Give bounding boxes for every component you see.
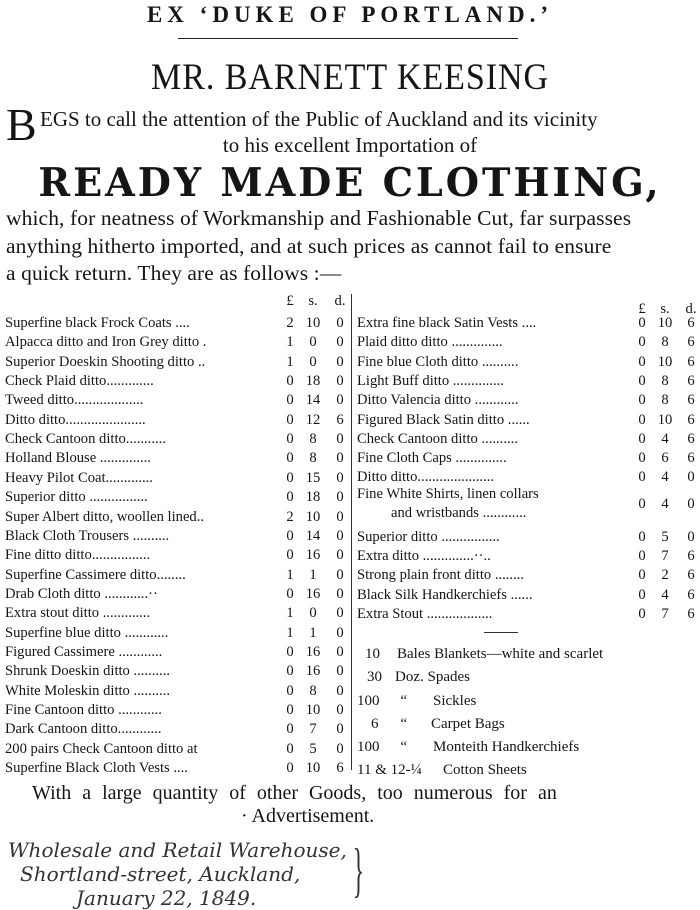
pounds-value: 0: [286, 547, 294, 564]
closing-line-2: · Advertisement.: [241, 805, 375, 827]
pence-value: 6: [336, 411, 344, 428]
shillings-value: 7: [661, 548, 669, 564]
shillings-value: 8: [309, 682, 317, 699]
goods-description: Sickles: [433, 692, 477, 709]
pounds-value: 0: [286, 431, 294, 448]
pence-value: 0: [336, 585, 344, 602]
pence-value: 0: [336, 373, 344, 390]
pounds-value: 0: [638, 528, 646, 545]
merchant-name: MR. BARNETT KEESING: [151, 57, 549, 98]
shillings-value: 18: [305, 489, 321, 506]
shillings-value: 10: [657, 411, 673, 428]
item-label: Superfine black Frock Coats ....: [5, 315, 190, 331]
pounds-value: 0: [286, 373, 294, 390]
item-label: Strong plain front ditto ........: [357, 567, 525, 584]
goods-description: Monteith Handkerchiefs: [433, 739, 580, 755]
pence-value: 0: [336, 663, 344, 680]
item-label: Dark Cantoon ditto............: [5, 721, 162, 738]
pounds-value: 0: [286, 643, 294, 660]
shillings-value: 4: [661, 586, 669, 603]
item-label: Check Cantoon ditto...........: [5, 431, 166, 448]
pounds-value: 0: [286, 527, 294, 544]
item-label: Superior ditto ................: [5, 489, 148, 506]
item-label: Superfine blue ditto ............: [5, 624, 169, 641]
shillings-value: 14: [305, 392, 321, 409]
pence-value: 0: [336, 702, 344, 718]
item-label: Fine blue Cloth ditto ..........: [357, 353, 519, 370]
pounds-value: 2: [286, 508, 294, 525]
pounds-value: 1: [286, 605, 294, 622]
pounds-value: 1: [286, 353, 294, 370]
item-label: Holland Blouse ..............: [5, 450, 151, 467]
goods-description: Doz. Spades: [395, 669, 470, 686]
goods-quantity: 100: [357, 692, 380, 709]
goods-description: Bales Blankets—white and scarlet: [397, 646, 604, 663]
pounds-value: 0: [286, 411, 294, 428]
shillings-value: 8: [661, 392, 669, 409]
pence-value: 0: [336, 508, 344, 525]
intro-line-1: EGS to call the attention of the Public of Auckland and its vicinity: [40, 107, 598, 131]
header-rule: [178, 38, 518, 39]
pounds-value: 0: [638, 334, 646, 351]
pence-header: d.: [334, 293, 346, 309]
pence-value: 0: [336, 315, 344, 331]
pence-value: 0: [336, 489, 344, 506]
pounds-value: 0: [638, 548, 646, 564]
pence-value: 6: [687, 334, 695, 351]
pence-value: 0: [336, 353, 344, 370]
item-label: Figured Cassimere ............: [5, 643, 163, 660]
shillings-value: 10: [657, 353, 673, 370]
item-label: Drab Cloth ditto ............··: [5, 585, 158, 602]
item-label: Superior Doeskin Shooting ditto ..: [5, 353, 206, 370]
pence-value: 6: [687, 315, 695, 331]
shillings-value: 2: [661, 567, 669, 584]
pounds-value: 0: [286, 702, 294, 718]
pence-value: 6: [687, 605, 695, 622]
ditto-mark: “: [399, 739, 408, 755]
goods-quantity: 30: [367, 669, 382, 686]
price-row: [357, 603, 700, 625]
shillings-header: s.: [308, 293, 318, 309]
pounds-value: 0: [638, 353, 646, 370]
item-label: Fine Cloth Caps ..............: [357, 450, 507, 467]
pence-value: 0: [336, 450, 344, 467]
item-label: Black Silk Handkerchiefs ......: [357, 586, 533, 603]
goods-quantity: 100: [357, 739, 380, 755]
shillings-value: 8: [309, 450, 317, 467]
shillings-value: 8: [309, 431, 317, 448]
pounds-value: 0: [638, 411, 646, 428]
shillings-value: 7: [309, 721, 317, 738]
item-label: Fine Cantoon ditto ............: [5, 702, 162, 718]
item-label: Shrunk Doeskin ditto ..........: [5, 663, 170, 680]
item-label: Figured Black Satin ditto ......: [357, 411, 530, 428]
shillings-value: 8: [661, 372, 669, 389]
pounds-value: 0: [638, 605, 646, 622]
intro-line-2: to his excellent Importation of: [222, 133, 478, 157]
shillings-value: 16: [305, 643, 321, 660]
drop-cap: B: [6, 99, 37, 150]
pounds-value: 0: [286, 450, 294, 467]
pounds-value: 0: [286, 489, 294, 506]
item-label: Light Buff ditto ..............: [357, 372, 504, 389]
pounds-value: 1: [286, 566, 294, 583]
item-label: Plaid ditto ditto ..............: [357, 334, 503, 351]
shillings-header: s.: [660, 301, 670, 317]
pounds-value: 0: [286, 469, 294, 486]
pounds-value: 1: [286, 624, 294, 641]
shillings-value: 1: [309, 566, 317, 583]
goods-quantity: 10: [365, 646, 380, 663]
pounds-value: 0: [638, 586, 646, 603]
pence-value: 6: [687, 353, 695, 370]
shillings-value: 5: [309, 740, 317, 757]
item-label: Extra stout ditto .............: [5, 605, 151, 622]
item-label: White Moleskin ditto ..........: [5, 682, 170, 699]
pounds-value: 0: [286, 663, 294, 680]
shillings-value: 4: [661, 469, 669, 486]
item-label: Check Cantoon ditto ..........: [357, 430, 518, 447]
pence-header: d.: [685, 301, 697, 317]
item-label: Superior ditto ................: [357, 528, 500, 545]
shillings-value: 12: [305, 411, 321, 428]
goods-quantity: 11 & 12-¼: [357, 762, 422, 779]
ship-line: EX ‘DUKE OF PORTLAND.’: [146, 2, 554, 27]
item-label: Tweed ditto...................: [5, 392, 144, 409]
pounds-value: 0: [638, 450, 646, 467]
shillings-value: 10: [305, 315, 321, 331]
shillings-value: 10: [305, 760, 321, 777]
headline: READY MADE CLOTHING,: [38, 160, 662, 206]
paragraph-line-1: which, for neatness of Workmanship and Fashionable Cut, far surpasses: [6, 206, 632, 230]
pence-value: 0: [687, 469, 695, 486]
item-label: Extra Stout ..................: [357, 605, 493, 622]
signature-block: [8, 838, 347, 910]
item-label: Ditto ditto......................: [5, 411, 146, 428]
pence-value: 0: [336, 527, 344, 544]
item-label: Superfine Black Cloth Vests ....: [5, 760, 188, 777]
item-label: Extra ditto ..............··..: [357, 548, 491, 564]
shillings-value: 18: [305, 373, 321, 390]
item-label: Alpacca ditto and Iron Grey ditto .: [5, 334, 207, 351]
pence-value: 0: [336, 566, 344, 583]
shillings-value: 14: [305, 527, 321, 544]
shillings-value: 15: [305, 469, 321, 486]
left-currency-header: [5, 290, 350, 312]
shillings-value: 8: [661, 334, 669, 351]
item-label: 200 pairs Check Cantoon ditto at: [5, 740, 198, 757]
pounds-value: 0: [638, 469, 646, 486]
pence-value: 0: [336, 431, 344, 448]
pounds-value: 0: [286, 682, 294, 699]
pounds-value: 0: [286, 760, 294, 777]
pence-value: 6: [687, 567, 695, 584]
shillings-value: 10: [657, 315, 673, 331]
item-label: Check Plaid ditto.............: [5, 373, 154, 390]
shillings-value: 0: [309, 605, 317, 622]
signature-line-3: January 22, 1849.: [76, 886, 257, 910]
pounds-value: 0: [638, 567, 646, 584]
pounds-value: 0: [638, 315, 646, 331]
shillings-value: 16: [305, 547, 321, 564]
pence-value: 0: [336, 334, 344, 351]
pounds-value: 2: [286, 315, 294, 331]
item-label: Heavy Pilot Coat.............: [5, 469, 153, 486]
pounds-value: 0: [286, 392, 294, 409]
pence-value: 6: [687, 411, 695, 428]
pence-value: 6: [687, 372, 695, 389]
item-label: Extra fine black Satin Vests ....: [357, 315, 537, 331]
item-label: Ditto Valencia ditto ............: [357, 392, 519, 409]
pence-value: 6: [687, 586, 695, 603]
paragraph-line-2: anything hitherto imported, and at such prices as cannot fail to ensure: [6, 234, 612, 258]
pounds-value: 0: [638, 392, 646, 409]
pounds-value: 0: [638, 372, 646, 389]
pence-value: 0: [687, 495, 695, 512]
pounds-value: 1: [286, 334, 294, 351]
pounds-value: 0: [286, 740, 294, 757]
goods-quantity: 6: [371, 715, 379, 732]
pence-value: 0: [336, 721, 344, 738]
shillings-value: 0: [309, 334, 317, 351]
goods-description: Carpet Bags: [431, 715, 505, 732]
pounds-value: 0: [286, 721, 294, 738]
pence-value: 0: [687, 528, 695, 545]
pence-value: 0: [336, 547, 344, 564]
shillings-value: 5: [661, 528, 669, 545]
pounds-value: 0: [638, 430, 646, 447]
paragraph-line-3: a quick return. They are as follows :—: [6, 261, 342, 285]
item-label-continued: and wristbands ............: [391, 504, 527, 521]
pence-value: 6: [687, 450, 695, 467]
misc-rule: [484, 632, 518, 633]
pounds-value: 0: [286, 585, 294, 602]
ditto-mark: “: [399, 692, 408, 709]
pounds-value: 0: [638, 495, 646, 512]
signature-line-1: Wholesale and Retail Warehouse,: [8, 838, 347, 862]
goods-description: Cotton Sheets: [443, 762, 527, 779]
pence-value: 0: [336, 605, 344, 622]
column-divider: [351, 294, 352, 770]
item-label: Super Albert ditto, woollen lined..: [5, 508, 205, 525]
item-label: Ditto ditto.....................: [357, 469, 495, 486]
pence-value: 6: [687, 548, 695, 564]
price-row: [5, 757, 350, 779]
pence-value: 0: [336, 682, 344, 699]
closing-line-1: With a large quantity of other Goods, too numerous for an: [32, 782, 557, 804]
price-row: [357, 486, 700, 526]
shillings-value: 0: [309, 353, 317, 370]
pence-value: 6: [687, 392, 695, 409]
pence-value: 0: [336, 469, 344, 486]
item-label: Fine White Shirts, linen collars: [357, 485, 539, 502]
shillings-value: 10: [305, 702, 321, 718]
item-label: Superfine Cassimere ditto........: [5, 566, 186, 583]
pounds-header: £: [638, 301, 646, 317]
signature-line-2: Shortland-street, Auckland,: [20, 862, 301, 886]
shillings-value: 10: [305, 508, 321, 525]
pounds-header: £: [286, 293, 294, 309]
pence-value: 6: [687, 430, 695, 447]
shillings-value: 1: [309, 624, 317, 641]
shillings-value: 4: [661, 495, 669, 512]
shillings-value: 16: [305, 663, 321, 680]
item-label: Black Cloth Trousers ..........: [5, 527, 170, 544]
shillings-value: 4: [661, 430, 669, 447]
shillings-value: 7: [661, 605, 669, 622]
pence-value: 0: [336, 624, 344, 641]
pence-value: 0: [336, 392, 344, 409]
ditto-mark: “: [399, 715, 408, 732]
shillings-value: 6: [661, 450, 669, 467]
shillings-value: 16: [305, 585, 321, 602]
item-label: Fine ditto ditto................: [5, 547, 151, 564]
pence-value: 6: [336, 760, 344, 777]
brace-mark: }: [352, 837, 365, 903]
pence-value: 0: [336, 643, 344, 660]
pence-value: 0: [336, 740, 344, 757]
